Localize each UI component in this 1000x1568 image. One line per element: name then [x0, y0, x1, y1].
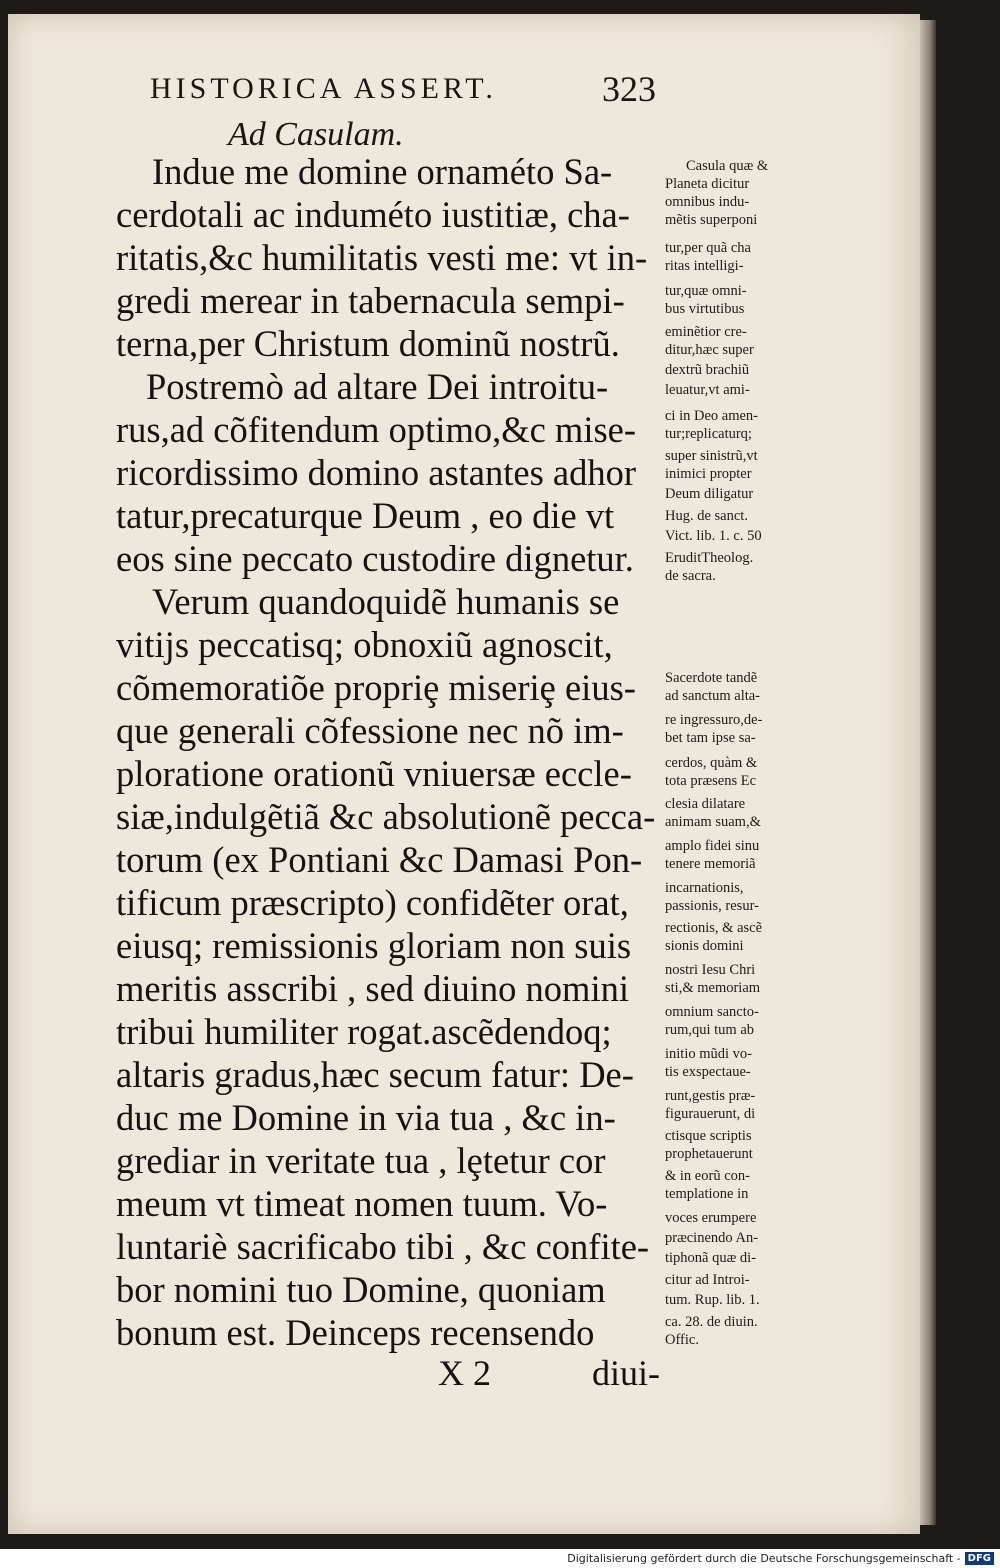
margin-line: citur ad Introi-: [665, 1272, 750, 1288]
margin-line: sti,& memoriam: [665, 980, 761, 996]
margin-line: templatione in: [665, 1186, 749, 1202]
text-line: siæ,indulgẽtiã &c absolutionẽ pecca-: [116, 796, 656, 837]
margin-line: tur,per quã cha: [665, 240, 751, 256]
margin-line: bet tam ipse sa-: [665, 730, 756, 746]
margin-line: rum,qui tum ab: [665, 1022, 755, 1038]
text-line: terna,per Christum dominũ nostrũ.: [116, 323, 620, 364]
margin-line: cerdos, quàm &: [665, 755, 758, 771]
margin-line: amplo fidei sinu: [665, 838, 760, 854]
text-line: cõmemoratiõe propriȩ miseriȩ eius-: [116, 667, 636, 708]
margin-line: præcinendo An-: [665, 1230, 759, 1246]
text-line: bor nomini tuo Domine, quoniam: [116, 1269, 606, 1310]
margin-line: runt,gestis præ-: [665, 1088, 756, 1104]
margin-line: super sinistrũ,vt: [665, 448, 758, 464]
running-header: [150, 70, 670, 110]
text-line: meum vt timeat nomen tuum. Vo-: [116, 1183, 608, 1224]
margin-line: Sacerdote tandẽ: [665, 670, 758, 686]
text-line: Verum quandoquidẽ humanis se: [152, 581, 620, 622]
text-line: meritis asscribi , sed diuino nomini: [116, 968, 629, 1009]
text-line: cerdotali ac induméto iustitiæ, cha-: [116, 194, 630, 235]
margin-line: dextrũ brachiũ: [665, 362, 750, 378]
text-line: luntariè sacrificabo tibi , &c confite-: [116, 1226, 650, 1267]
text-line: gredi merear in tabernacula sempi-: [116, 280, 625, 321]
margin-line: eminẽtior cre-: [665, 324, 747, 340]
margin-line: passionis, resur-: [665, 898, 759, 914]
margin-line: tur;replicaturq;: [665, 426, 752, 442]
text-line: duc me Domine in via tua , &c in-: [116, 1097, 616, 1138]
digitization-notice: Digitalisierung gefördert durch die Deutsche Forschungsgemeinschaft -: [567, 1552, 961, 1565]
margin-line: ca. 28. de diuin.: [665, 1314, 758, 1330]
margin-line: prophetauerunt: [665, 1146, 753, 1162]
margin-line: tiphonã quæ di-: [665, 1250, 757, 1266]
margin-line: EruditTheolog.: [665, 550, 754, 566]
margin-line: ctisque scriptis: [665, 1128, 752, 1144]
text-line: eos sine peccato custodire dignetur.: [116, 538, 634, 579]
text-line: Indue me domine ornaméto Sa-: [152, 151, 613, 192]
margin-line: tum. Rup. lib. 1.: [665, 1292, 760, 1308]
margin-line: tur,quæ omni-: [665, 283, 747, 299]
text-line: tribui humiliter rogat.ascẽdendoq;: [116, 1011, 612, 1052]
text-line: altaris gradus,hæc secum fatur: De-: [116, 1054, 634, 1095]
text-line: tatur,precaturque Deum , eo die vt: [116, 495, 615, 536]
margin-line: sionis domini: [665, 938, 744, 954]
margin-line: incarnationis,: [665, 880, 744, 896]
text-line: eiusq; remissionis gloriam non suis: [116, 925, 632, 966]
margin-line: voces erumpere: [665, 1210, 757, 1226]
margin-line: Casula quæ &: [686, 158, 769, 174]
text-line: ritatis,&c humilitatis vesti me: vt in-: [116, 237, 648, 278]
margin-line: ritas intelligi-: [665, 258, 744, 274]
margin-line: leuatur,vt ami-: [665, 382, 750, 398]
margin-line: bus virtutibus: [665, 301, 745, 317]
margin-line: & in eorũ con-: [665, 1168, 750, 1184]
margin-line: Vict. lib. 1. c. 50: [665, 528, 762, 544]
text-line: ricordissimo domino astantes adhor: [116, 452, 637, 493]
margin-line: tota præsens Ec: [665, 773, 757, 789]
margin-line: clesia dilatare: [665, 796, 746, 812]
page-edge: [920, 20, 936, 1525]
text-line: grediar in veritate tua , lȩtetur cor: [116, 1140, 606, 1181]
margin-line: Deum diligatur: [665, 486, 754, 502]
margin-line: tis exspectaue-: [665, 1064, 751, 1080]
margin-line: ditur,hæc super: [665, 342, 754, 358]
page-number: 323: [602, 69, 656, 109]
margin-line: nostri Iesu Chri: [665, 962, 756, 978]
margin-line: Hug. de sanct.: [665, 508, 748, 524]
text-line: ploratione orationũ vniuersæ eccle-: [116, 753, 632, 794]
dfg-logo: DFG: [965, 1552, 994, 1565]
signature-mark: X 2: [438, 1353, 491, 1393]
section-title: Ad Casulam.: [228, 116, 404, 153]
text-line: rus,ad cõfitendum optimo,&c mise-: [116, 409, 637, 450]
margin-line: initio mũdi vo-: [665, 1046, 752, 1062]
margin-line: de sacra.: [665, 568, 716, 584]
margin-line: figurauerunt, di: [665, 1106, 756, 1122]
margin-line: Offic.: [665, 1332, 699, 1348]
text-line: vitijs peccatisq; obnoxiũ agnoscit,: [116, 624, 613, 665]
margin-line: Planeta dicitur: [665, 176, 750, 192]
margin-line: mẽtis superponi: [665, 212, 758, 228]
text-line: que generali cõfessione nec nõ im-: [116, 710, 624, 751]
margin-line: rectionis, & ascẽ: [665, 920, 763, 936]
catchword: diui-: [592, 1353, 660, 1393]
margin-line: animam suam,&: [665, 814, 761, 830]
margin-line: ad sanctum alta-: [665, 688, 761, 704]
margin-line: re ingressuro,de-: [665, 712, 763, 728]
margin-line: omnibus indu-: [665, 194, 750, 210]
text-line: Postremò ad altare Dei introitu-: [146, 366, 609, 407]
text-line: bonum est. Deinceps recensendo: [116, 1312, 595, 1353]
text-line: tificum præscripto) confidẽter orat,: [116, 882, 629, 923]
margin-line: inimici propter: [665, 466, 752, 482]
margin-line: omnium sancto-: [665, 1004, 759, 1020]
running-title: HISTORICA ASSERT.: [150, 72, 497, 105]
text-line: torum (ex Pontiani &c Damasi Pon-: [116, 839, 643, 880]
margin-line: ci in Deo amen-: [665, 408, 759, 424]
margin-line: tenere memoriã: [665, 856, 756, 872]
digitization-footer: [0, 1549, 1000, 1568]
